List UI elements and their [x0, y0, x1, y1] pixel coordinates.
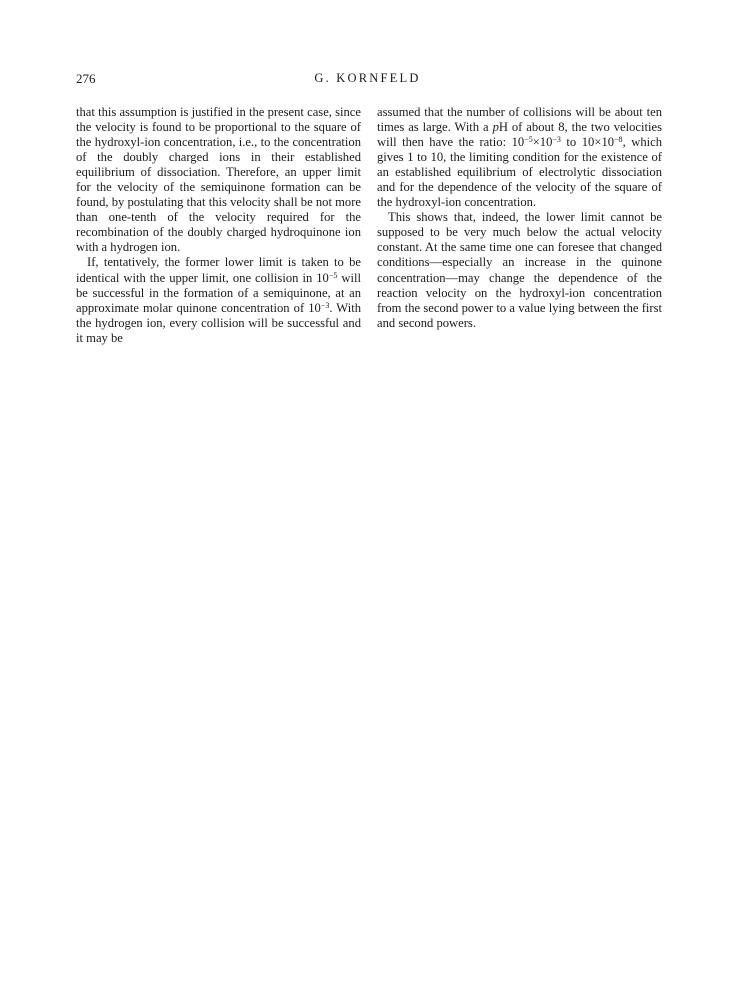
- text-run: will be successful in the formation of a semiquinone, at an approximate molar quinone concentration of 10: [76, 270, 361, 315]
- paragraph: that this assumption is justified in the present case, since the velocity is found to be proportional to the square of the hydroxyl-ion concentration, i.e., to the concentration of the doubly charged ions in their established equilibrium of dissociation. Therefore, an upper limit for the velocity of the semiquinone formation can be found, by postulating that this velocity shall be not more than one-tenth of the velocity required for the recombination of the doubly charged hydroquinone ion with a hydrogen ion.: [76, 105, 361, 255]
- text-run: If, tentatively, the former lower limit is taken to be identical with the upper limit, one collision in 10: [76, 255, 361, 285]
- paragraph: [377, 105, 662, 210]
- superscript: −3: [320, 300, 330, 310]
- paragraph: [76, 255, 361, 345]
- text-run: assumed that the number of collisions will be about ten times as large. With a: [377, 105, 662, 135]
- left-column: [76, 105, 361, 346]
- right-column: [377, 105, 662, 331]
- running-head: G. KORNFELD: [314, 71, 421, 85]
- text-run: , which gives 1 to 10, the limiting condition for the existence of an established equilibrium of electrolytic dissociation and for the dependence of the velocity of the square of the hydroxyl-ion concentration.: [377, 135, 663, 210]
- paragraph: This shows that, indeed, the lower limit cannot be supposed to be very much below the actual velocity constant. At the same time one can foresee that changed conditions—especially an increase in the quinone concentration—may change the dependence of the reaction velocity on the hydroxyl-ion concentration from the second power to a value lying between the first and second powers.: [377, 210, 662, 330]
- text-run: . With the hydrogen ion, every collision will be successful and it may be: [76, 300, 361, 345]
- text-run: ×10: [532, 135, 553, 150]
- superscript: −5: [524, 135, 533, 145]
- text-run: to 10×10: [560, 135, 615, 150]
- superscript: −5: [328, 270, 338, 280]
- page-number: 276: [76, 71, 96, 86]
- text-run: H of about 8, the two velocities will then have the ratio: 10: [377, 120, 662, 150]
- superscript: −3: [552, 135, 561, 145]
- superscript: −8: [614, 135, 623, 145]
- italic-p: p: [492, 120, 499, 135]
